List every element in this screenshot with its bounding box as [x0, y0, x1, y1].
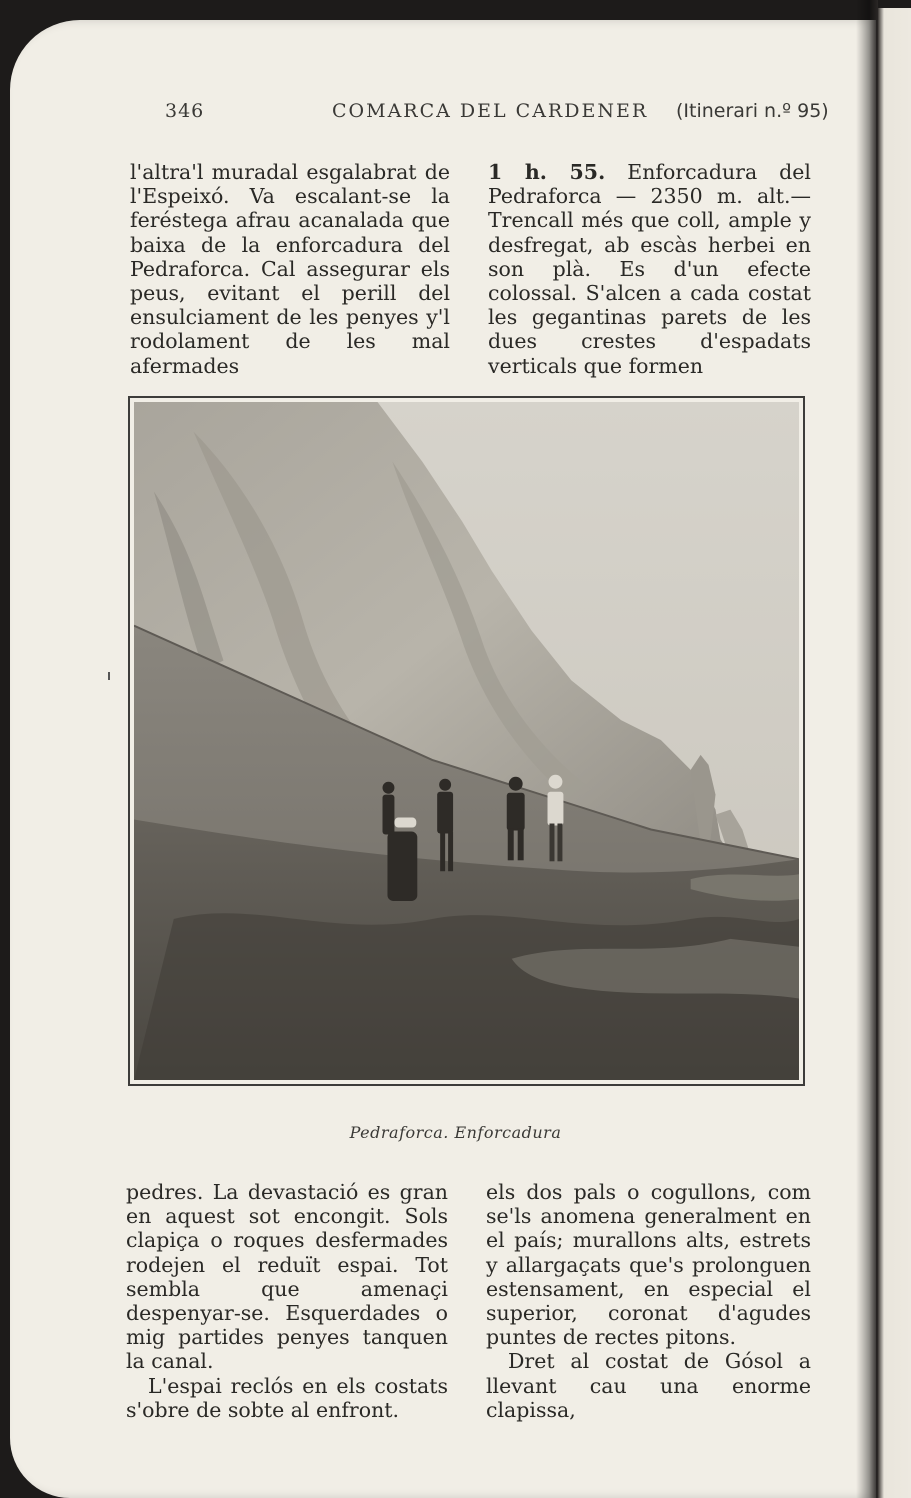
text-column-top-right	[488, 160, 811, 378]
print-speck	[108, 672, 110, 680]
paragraph: l'altra'l muradal esgalabrat de l'Espeixó. Va escalant-se la feréstega afrau acanalada que baixa de la enforcadura del Pedraforca. Cal assegurar els peus, evitant el perill del ensulciament de les penyes y'l rodolament de les mal afermades	[130, 160, 450, 378]
next-page-edge	[878, 8, 911, 1498]
running-title: COMARCA DEL CARDENER	[332, 100, 649, 122]
photograph-pedraforca	[134, 402, 799, 1080]
text-column-bottom-left	[126, 1180, 448, 1422]
page-gutter-shadow	[856, 0, 878, 1498]
figure-caption: Pedraforca. Enforcadura	[349, 1123, 562, 1142]
paragraph	[488, 160, 811, 378]
text-column-top-left	[130, 160, 450, 378]
photograph-frame	[128, 396, 805, 1086]
paragraph: els dos pals o cogullons, com se'ls anomena generalment en el país; murallons alts, estrets y allargaçats que's prolonguen estensament, en especial el superior, coronat d'agudes puntes de rectes pitons.	[486, 1180, 811, 1350]
page-number: 346	[165, 100, 205, 122]
paragraph: L'espai reclós en els costats s'obre de sobte al enfront.	[126, 1373, 448, 1422]
text-column-bottom-right	[486, 1180, 811, 1422]
page-header	[0, 100, 911, 130]
paragraph: pedres. La devastació es gran en aquest sot encongit. Sols clapiça o roques desfermades rodejen el reduït espai. Tot sembla que amenaçi despenyar-se. Esquerdades o mig partides penyes tanquen la canal.	[126, 1180, 448, 1374]
paragraph: Dret al costat de Gósol a llevant cau una enorme clapissa,	[486, 1349, 811, 1422]
mountain-photo-image	[134, 402, 799, 1080]
itinerary-label: (Itinerari n.º 95)	[676, 100, 829, 122]
paragraph-text: Enforcadura del Pedraforca — 2350 m. alt.— Trencall més que coll, ample y desfregat, ab escàs herbei en son plà. Es d'un efecte colossal. S'alcen a cada costat les gegantinas parets de les dues crestes d'espadats verticals que formen	[488, 160, 811, 378]
time-marker: 1 h. 55.	[488, 160, 606, 184]
